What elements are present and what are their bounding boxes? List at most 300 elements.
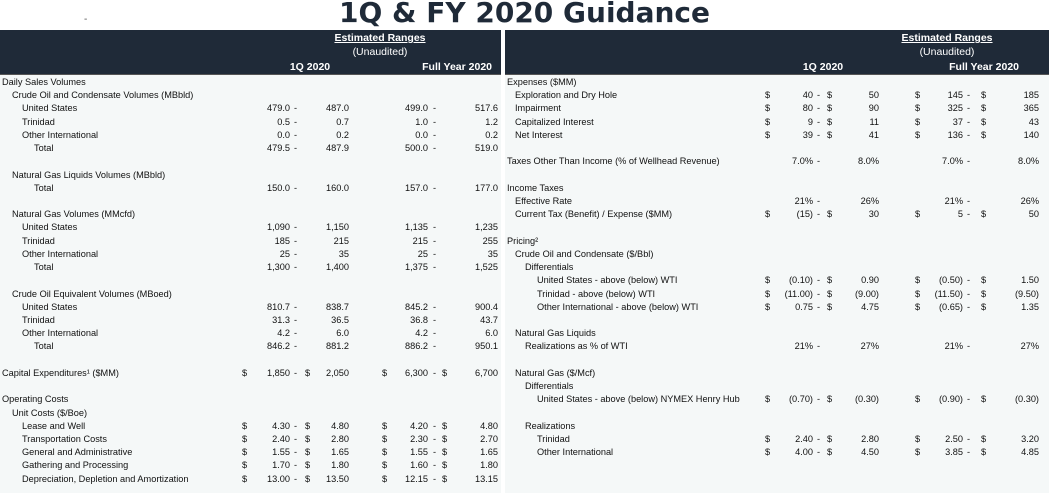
spacer-row bbox=[505, 354, 1049, 367]
q1-low-value: 21% bbox=[794, 341, 813, 352]
row-label: Trinidad - above (below) WTI bbox=[537, 288, 656, 299]
guidance-row bbox=[505, 89, 1049, 102]
row-label: Trinidad bbox=[22, 116, 55, 127]
range-separator: - bbox=[294, 182, 298, 193]
range-separator: - bbox=[433, 367, 437, 378]
fy-high-value: 1,235 bbox=[475, 222, 498, 233]
guidance-row bbox=[0, 248, 501, 261]
guidance-row bbox=[0, 76, 501, 89]
fy-high-value: 950.1 bbox=[475, 341, 498, 352]
guidance-row bbox=[0, 235, 501, 248]
currency-symbol: $ bbox=[827, 301, 833, 312]
q1-low-value: 31.3 bbox=[272, 314, 290, 325]
fy-high-value: 43.7 bbox=[480, 314, 498, 325]
row-label: Natural Gas Volumes (MMcfd) bbox=[12, 209, 136, 220]
range-separator: - bbox=[433, 301, 437, 312]
range-separator: - bbox=[433, 420, 437, 431]
q1-low-value: 4.2 bbox=[277, 328, 290, 339]
range-separator: - bbox=[294, 341, 298, 352]
fy-high-value: 4.80 bbox=[480, 420, 498, 431]
fy-high-value: 1.65 bbox=[480, 447, 498, 458]
guidance-row bbox=[0, 116, 501, 129]
fy-low-value: 1.60 bbox=[410, 460, 428, 471]
row-label: Realizations bbox=[525, 420, 576, 431]
fy-low-value: 157.0 bbox=[405, 182, 428, 193]
range-separator: - bbox=[967, 288, 971, 299]
range-separator: - bbox=[817, 433, 821, 444]
guidance-row bbox=[505, 102, 1049, 115]
range-separator: - bbox=[433, 314, 437, 325]
guidance-row bbox=[0, 407, 501, 420]
range-separator: - bbox=[294, 129, 298, 140]
range-separator: - bbox=[967, 447, 971, 458]
currency-symbol: $ bbox=[305, 460, 311, 471]
fy-high-value: 26% bbox=[1020, 195, 1039, 206]
currency-symbol: $ bbox=[442, 460, 448, 471]
guidance-row bbox=[505, 261, 1049, 274]
row-label: Total bbox=[34, 143, 54, 154]
fy-low-value: 886.2 bbox=[405, 341, 428, 352]
currency-symbol: $ bbox=[981, 90, 987, 101]
currency-symbol: $ bbox=[382, 447, 388, 458]
row-label: Crude Oil and Condensate ($/Bbl) bbox=[515, 248, 654, 259]
range-separator: - bbox=[433, 447, 437, 458]
q1-high-value: 30 bbox=[868, 209, 879, 220]
row-label: United States - above (below) WTI bbox=[537, 275, 678, 286]
range-separator: - bbox=[817, 90, 821, 101]
guidance-row bbox=[0, 420, 501, 433]
q1-low-value: 150.0 bbox=[267, 182, 290, 193]
currency-symbol: $ bbox=[915, 288, 921, 299]
currency-symbol: $ bbox=[765, 447, 771, 458]
fy-low-value: 7.0% bbox=[942, 156, 963, 167]
currency-symbol: $ bbox=[442, 420, 448, 431]
fy-low-value: 215 bbox=[412, 235, 428, 246]
fy-low-value: 0.0 bbox=[415, 129, 428, 140]
q1-low-value: 9 bbox=[807, 116, 813, 127]
currency-symbol: $ bbox=[765, 129, 771, 140]
currency-symbol: $ bbox=[827, 288, 833, 299]
row-label: Natural Gas Liquids Volumes (MBbld) bbox=[12, 169, 166, 180]
row-label: Pricing² bbox=[507, 235, 539, 246]
currency-symbol: $ bbox=[981, 288, 987, 299]
range-separator: - bbox=[967, 156, 971, 167]
currency-symbol: $ bbox=[827, 103, 833, 114]
currency-symbol: $ bbox=[305, 420, 311, 431]
guidance-row bbox=[505, 116, 1049, 129]
range-separator: - bbox=[294, 301, 298, 312]
q1-high-value: 8.0% bbox=[858, 156, 879, 167]
currency-symbol: $ bbox=[827, 275, 833, 286]
currency-symbol: $ bbox=[305, 447, 311, 458]
q1-low-value: 1,090 bbox=[267, 222, 290, 233]
range-separator: - bbox=[294, 460, 298, 471]
row-label: Other International bbox=[22, 129, 99, 140]
fy-high-value: 519.0 bbox=[475, 143, 498, 154]
guidance-row bbox=[0, 340, 501, 353]
currency-symbol: $ bbox=[765, 301, 771, 312]
range-separator: - bbox=[433, 460, 437, 471]
range-separator: - bbox=[294, 328, 298, 339]
range-separator: - bbox=[294, 433, 298, 444]
range-separator: - bbox=[294, 447, 298, 458]
q1-high-value: 27% bbox=[860, 341, 879, 352]
currency-symbol: $ bbox=[242, 367, 248, 378]
currency-symbol: $ bbox=[915, 447, 921, 458]
range-separator: - bbox=[433, 262, 437, 273]
currency-symbol: $ bbox=[915, 433, 921, 444]
spacer-row bbox=[0, 354, 501, 367]
range-separator: - bbox=[967, 209, 971, 220]
row-label: Current Tax (Benefit) / Expense ($MM) bbox=[515, 209, 673, 220]
guidance-row bbox=[0, 221, 501, 234]
q1-high-value: 487.0 bbox=[326, 103, 349, 114]
left-guidance-panel bbox=[0, 30, 501, 493]
guidance-row bbox=[505, 433, 1049, 446]
q1-high-value: 90 bbox=[868, 103, 879, 114]
range-separator: - bbox=[433, 182, 437, 193]
currency-symbol: $ bbox=[915, 129, 921, 140]
currency-symbol: $ bbox=[765, 288, 771, 299]
guidance-row bbox=[0, 102, 501, 115]
range-separator: - bbox=[294, 116, 298, 127]
currency-symbol: $ bbox=[242, 433, 248, 444]
range-separator: - bbox=[817, 394, 821, 405]
fy-low-value: (11.50) bbox=[934, 288, 963, 299]
q1-high-value: 4.50 bbox=[861, 447, 879, 458]
currency-symbol: $ bbox=[242, 473, 248, 484]
range-separator: - bbox=[294, 143, 298, 154]
range-separator: - bbox=[967, 394, 971, 405]
range-separator: - bbox=[294, 235, 298, 246]
currency-symbol: $ bbox=[442, 367, 448, 378]
q1-high-value: 881.2 bbox=[326, 341, 349, 352]
currency-symbol: $ bbox=[765, 103, 771, 114]
spacer-row bbox=[505, 169, 1049, 182]
q1-high-value: 215 bbox=[333, 235, 349, 246]
currency-symbol: $ bbox=[765, 394, 771, 405]
q1-low-value: 2.40 bbox=[272, 433, 290, 444]
fy-low-value: 499.0 bbox=[405, 103, 428, 114]
row-label: Transportation Costs bbox=[22, 433, 107, 444]
row-label: United States bbox=[22, 222, 78, 233]
guidance-row bbox=[0, 142, 501, 155]
fy-high-value: 6.0 bbox=[485, 328, 498, 339]
q1-high-value: 35 bbox=[338, 248, 349, 259]
row-label: United States bbox=[22, 103, 78, 114]
q1-low-value: 0.0 bbox=[277, 129, 290, 140]
range-separator: - bbox=[817, 103, 821, 114]
range-separator: - bbox=[433, 116, 437, 127]
q1-high-value: 1.65 bbox=[331, 447, 349, 458]
range-separator: - bbox=[294, 248, 298, 259]
q1-high-value: 1.80 bbox=[331, 460, 349, 471]
unaudited-label: (Unaudited) bbox=[919, 46, 975, 58]
currency-symbol: $ bbox=[242, 447, 248, 458]
currency-symbol: $ bbox=[382, 420, 388, 431]
row-label: Daily Sales Volumes bbox=[2, 77, 86, 87]
fy-high-value: 8.0% bbox=[1018, 156, 1039, 167]
range-separator: - bbox=[817, 195, 821, 206]
spacer-row bbox=[0, 380, 501, 393]
fy-low-value: (0.90) bbox=[938, 394, 963, 405]
left-table-header bbox=[0, 30, 501, 74]
guidance-row bbox=[505, 274, 1049, 287]
currency-symbol: $ bbox=[981, 433, 987, 444]
range-separator: - bbox=[433, 103, 437, 114]
q1-low-value: 0.75 bbox=[795, 301, 813, 312]
currency-symbol: $ bbox=[827, 90, 833, 101]
currency-symbol: $ bbox=[827, 433, 833, 444]
range-separator: - bbox=[817, 129, 821, 140]
q1-2020-label: 1Q 2020 bbox=[802, 61, 844, 73]
fy-high-value: 6,700 bbox=[475, 367, 498, 378]
currency-symbol: $ bbox=[765, 209, 771, 220]
currency-symbol: $ bbox=[981, 116, 987, 127]
range-separator: - bbox=[967, 433, 971, 444]
guidance-row bbox=[0, 327, 501, 340]
guidance-row bbox=[505, 420, 1049, 433]
guidance-row bbox=[505, 208, 1049, 221]
header-separator bbox=[505, 74, 1049, 75]
spacer-row bbox=[505, 221, 1049, 234]
range-separator: - bbox=[433, 328, 437, 339]
q1-low-value: (0.70) bbox=[788, 394, 813, 405]
q1-high-value: 41 bbox=[868, 129, 879, 140]
range-separator: - bbox=[433, 473, 437, 484]
range-separator: - bbox=[967, 90, 971, 101]
range-separator: - bbox=[433, 129, 437, 140]
fy-low-value: 37 bbox=[952, 116, 963, 127]
currency-symbol: $ bbox=[382, 473, 388, 484]
fy-high-value: 177.0 bbox=[475, 182, 498, 193]
range-separator: - bbox=[817, 447, 821, 458]
currency-symbol: $ bbox=[827, 116, 833, 127]
guidance-row bbox=[0, 367, 501, 380]
row-label: Trinidad bbox=[537, 433, 570, 444]
q1-high-value: 36.5 bbox=[331, 314, 349, 325]
fy-low-value: 6,300 bbox=[405, 367, 428, 378]
guidance-row bbox=[505, 248, 1049, 261]
row-label: Operating Costs bbox=[2, 394, 69, 405]
guidance-row bbox=[505, 446, 1049, 459]
page-title: 1Q & FY 2020 Guidance bbox=[339, 0, 710, 29]
fy-low-value: 21% bbox=[944, 341, 963, 352]
q1-high-value: 838.7 bbox=[326, 301, 349, 312]
currency-symbol: $ bbox=[442, 447, 448, 458]
header-separator bbox=[0, 74, 501, 75]
row-label: Total bbox=[34, 262, 54, 273]
q1-low-value: 1.70 bbox=[272, 460, 290, 471]
q1-high-value: (0.30) bbox=[854, 394, 879, 405]
fy-low-value: (0.50) bbox=[938, 275, 963, 286]
currency-symbol: $ bbox=[442, 473, 448, 484]
currency-symbol: $ bbox=[305, 433, 311, 444]
fy-low-value: 12.15 bbox=[405, 473, 428, 484]
q1-low-value: 40 bbox=[802, 90, 813, 101]
guidance-row bbox=[0, 433, 501, 446]
spacer-row bbox=[0, 155, 501, 168]
fy-high-value: 35 bbox=[487, 248, 498, 259]
range-separator: - bbox=[433, 143, 437, 154]
range-separator: - bbox=[433, 341, 437, 352]
right-guidance-panel bbox=[505, 30, 1049, 493]
guidance-row bbox=[505, 155, 1049, 168]
row-label: Other International bbox=[22, 248, 99, 259]
q1-high-value: 4.80 bbox=[331, 420, 349, 431]
stray-dash-mark: - bbox=[84, 14, 88, 25]
range-separator: - bbox=[294, 103, 298, 114]
q1-high-value: 4.75 bbox=[861, 301, 879, 312]
range-separator: - bbox=[433, 433, 437, 444]
fy-high-value: 255 bbox=[482, 235, 498, 246]
currency-symbol: $ bbox=[981, 103, 987, 114]
guidance-row bbox=[0, 89, 501, 102]
row-label: Realizations as % of WTI bbox=[525, 341, 628, 352]
range-separator: - bbox=[294, 420, 298, 431]
q1-low-value: 39 bbox=[802, 129, 813, 140]
fy-high-value: 1.80 bbox=[480, 460, 498, 471]
q1-low-value: 4.30 bbox=[272, 420, 290, 431]
currency-symbol: $ bbox=[981, 275, 987, 286]
q1-high-value: 11 bbox=[869, 116, 879, 127]
fy-low-value: 5 bbox=[957, 209, 963, 220]
row-label: Trinidad bbox=[22, 314, 55, 325]
fy-high-value: (9.50) bbox=[1014, 288, 1039, 299]
range-separator: - bbox=[967, 301, 971, 312]
row-label: Net Interest bbox=[515, 129, 563, 140]
currency-symbol: $ bbox=[305, 473, 311, 484]
currency-symbol: $ bbox=[915, 209, 921, 220]
q1-2020-label: 1Q 2020 bbox=[289, 61, 331, 73]
fy-high-value: 140 bbox=[1023, 129, 1039, 140]
fy-high-value: 900.4 bbox=[475, 301, 498, 312]
guidance-row bbox=[505, 327, 1049, 340]
range-separator: - bbox=[817, 116, 821, 127]
q1-high-value: 0.90 bbox=[861, 275, 879, 286]
right-table-header bbox=[505, 30, 1049, 74]
currency-symbol: $ bbox=[382, 433, 388, 444]
fy-high-value: 27% bbox=[1020, 341, 1039, 352]
guidance-row bbox=[0, 129, 501, 142]
currency-symbol: $ bbox=[382, 460, 388, 471]
guidance-row bbox=[0, 446, 501, 459]
guidance-row bbox=[505, 235, 1049, 248]
fy-high-value: 2.70 bbox=[480, 433, 498, 444]
guidance-row bbox=[505, 301, 1049, 314]
q1-low-value: 479.5 bbox=[267, 143, 290, 154]
fy-low-value: 2.50 bbox=[945, 433, 963, 444]
range-separator: - bbox=[817, 156, 821, 167]
currency-symbol: $ bbox=[981, 394, 987, 405]
row-label: Exploration and Dry Hole bbox=[515, 90, 618, 101]
fy-low-value: 3.85 bbox=[945, 447, 963, 458]
currency-symbol: $ bbox=[827, 447, 833, 458]
range-separator: - bbox=[817, 275, 821, 286]
full-year-2020-label: Full Year 2020 bbox=[422, 61, 492, 73]
spacer-row bbox=[505, 142, 1049, 155]
range-separator: - bbox=[967, 195, 971, 206]
range-separator: - bbox=[294, 473, 298, 484]
currency-symbol: $ bbox=[915, 103, 921, 114]
fy-low-value: 325 bbox=[947, 103, 963, 114]
currency-symbol: $ bbox=[915, 394, 921, 405]
row-label: Other International bbox=[537, 447, 614, 458]
currency-symbol: $ bbox=[827, 209, 833, 220]
currency-symbol: $ bbox=[827, 394, 833, 405]
guidance-row bbox=[0, 288, 501, 301]
q1-high-value: 1,150 bbox=[326, 222, 349, 233]
q1-low-value: 21% bbox=[794, 195, 813, 206]
q1-low-value: (11.00) bbox=[784, 288, 813, 299]
fy-low-value: 845.2 bbox=[405, 301, 428, 312]
range-separator: - bbox=[433, 248, 437, 259]
range-separator: - bbox=[967, 341, 971, 352]
currency-symbol: $ bbox=[382, 367, 388, 378]
fy-low-value: 1,375 bbox=[405, 262, 428, 273]
guidance-row bbox=[0, 261, 501, 274]
currency-symbol: $ bbox=[305, 367, 311, 378]
guidance-row bbox=[505, 380, 1049, 393]
currency-symbol: $ bbox=[765, 90, 771, 101]
fy-high-value: 3.20 bbox=[1021, 433, 1039, 444]
fy-low-value: 500.0 bbox=[405, 143, 428, 154]
guidance-row bbox=[505, 367, 1049, 380]
guidance-row bbox=[0, 459, 501, 472]
range-separator: - bbox=[967, 129, 971, 140]
row-label: Gathering and Processing bbox=[22, 460, 129, 471]
currency-symbol: $ bbox=[981, 301, 987, 312]
range-separator: - bbox=[294, 314, 298, 325]
q1-low-value: 0.5 bbox=[277, 116, 290, 127]
range-separator: - bbox=[433, 222, 437, 233]
row-label: Crude Oil and Condensate Volumes (MBbld) bbox=[12, 90, 194, 101]
q1-low-value: 25 bbox=[279, 248, 290, 259]
currency-symbol: $ bbox=[915, 90, 921, 101]
q1-low-value: 13.00 bbox=[267, 473, 290, 484]
q1-low-value: 846.2 bbox=[267, 341, 290, 352]
range-separator: - bbox=[817, 209, 821, 220]
full-year-2020-label: Full Year 2020 bbox=[949, 61, 1019, 73]
q1-low-value: 1.55 bbox=[272, 447, 290, 458]
fy-low-value: 1.0 bbox=[415, 116, 428, 127]
fy-low-value: 21% bbox=[944, 195, 963, 206]
row-label: Total bbox=[34, 182, 54, 193]
row-label: Natural Gas Liquids bbox=[515, 328, 596, 339]
spacer-row bbox=[0, 195, 501, 208]
q1-high-value: 0.7 bbox=[336, 116, 349, 127]
q1-high-value: 13.50 bbox=[326, 473, 349, 484]
row-label: Natural Gas ($/Mcf) bbox=[515, 367, 596, 378]
guidance-row bbox=[0, 182, 501, 195]
fy-high-value: (0.30) bbox=[1014, 394, 1039, 405]
guidance-row bbox=[0, 169, 501, 182]
row-label: Lease and Well bbox=[22, 420, 86, 431]
currency-symbol: $ bbox=[442, 433, 448, 444]
estimated-ranges-label: Estimated Ranges bbox=[334, 32, 426, 44]
row-label: Unit Costs ($/Boe) bbox=[12, 407, 88, 418]
q1-high-value: 26% bbox=[860, 195, 879, 206]
currency-symbol: $ bbox=[915, 275, 921, 286]
currency-symbol: $ bbox=[981, 129, 987, 140]
row-label: Capitalized Interest bbox=[515, 116, 594, 127]
fy-high-value: 1.50 bbox=[1021, 275, 1039, 286]
row-label: Other International - above (below) WTI bbox=[537, 301, 699, 312]
q1-low-value: 810.7 bbox=[267, 301, 290, 312]
q1-high-value: 1,400 bbox=[326, 262, 349, 273]
row-label: Trinidad bbox=[22, 235, 55, 246]
q1-low-value: 80 bbox=[802, 103, 813, 114]
